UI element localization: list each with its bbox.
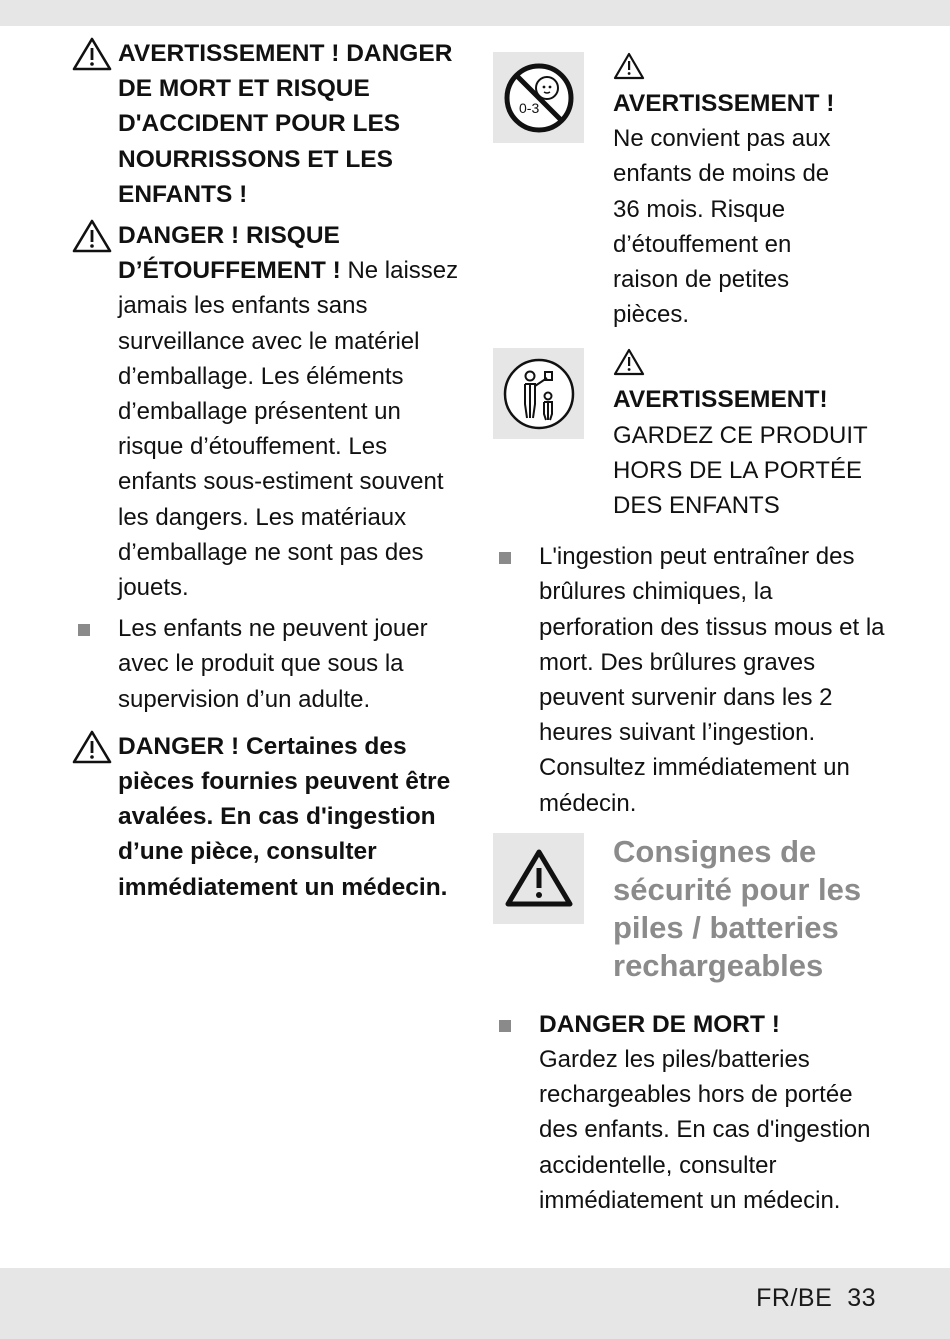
- warning-triangle-icon: [613, 52, 645, 80]
- keep-away-title: AVERTISSEMENT!: [613, 386, 828, 414]
- danger-choking-text: [118, 218, 462, 605]
- warning-triangle-icon: [493, 833, 584, 924]
- keep-away-text: [613, 348, 888, 523]
- warning-infants-text: AVERTISSEMENT ! DANGER DE MORT ET RISQUE D'ACCIDENT POUR LES NOURRISSONS ET LES ENFANTS !: [118, 40, 453, 208]
- warning-triangle-icon: [72, 730, 118, 764]
- danger-choking: [72, 218, 462, 605]
- no-children-0-3-icon: [493, 52, 584, 143]
- danger-choking-title: DANGER ! RISQUE D’ÉTOUFFEMENT !: [118, 222, 341, 285]
- warning-triangle-icon: [72, 219, 118, 253]
- bullet-battery-body: Gardez les piles/batteries rechargeables hors de portée des enfants. En cas d'ingestion accidentelle, consulter immédiatement un médecin.: [539, 1046, 871, 1214]
- keep-away-from-children-icon: [493, 348, 584, 439]
- danger-choking-body: Ne laissez jamais les enfants sans surveillance avec le matériel d’emballage. Les éléments d’emballage présentent un risque d’étouffement. Les enfants sous-estiment souvent les dangers. Les matériaux d’emballage ne sont pas des jouets.: [118, 257, 459, 602]
- left-column: [72, 36, 462, 911]
- bullet-ingestion-text: L'ingestion peut entraîner des brûlures chimiques, la perforation des tissus mous et la mort. Des brûlures graves peuvent survenir dans les 2 heures suivant l’ingestion. Consultez immédiatement un médecin.: [539, 543, 885, 817]
- bullet-supervision: [72, 611, 462, 717]
- age-warning: [493, 52, 888, 332]
- bullet-square-icon: [493, 539, 539, 564]
- danger-swallow: [72, 729, 462, 905]
- keep-away-body: GARDEZ CE PRODUIT HORS DE LA PORTÉE DES ENFANTS: [613, 421, 868, 520]
- bullet-battery: [493, 1007, 888, 1218]
- bullet-supervision-text: Les enfants ne peuvent jouer avec le produit que sous la supervision d’un adulte.: [118, 615, 428, 713]
- bullet-square-icon: [72, 611, 118, 636]
- age-warning-title: AVERTISSEMENT !: [613, 90, 835, 117]
- bullet-square-icon: [493, 1007, 539, 1032]
- age-warning-text: [613, 52, 888, 332]
- right-column: [493, 52, 888, 1230]
- warning-infants: [72, 36, 462, 212]
- danger-swallow-text: DANGER ! Certaines des pièces fournies peuvent être avalées. En cas d'ingestion d’une pièce, consulter immédiatement un médecin.: [118, 732, 451, 901]
- battery-section-header: [493, 833, 888, 985]
- top-band: [0, 0, 950, 26]
- page-footer: [756, 1284, 876, 1313]
- warning-triangle-icon: [613, 348, 645, 376]
- bullet-battery-text: [539, 1007, 888, 1218]
- page-number: 33: [847, 1284, 876, 1312]
- footer-locale: FR/BE: [756, 1284, 833, 1312]
- age-warning-body: Ne convient pas aux enfants de moins de 36 mois. Risque d’étouffement en raison de petites pièces.: [613, 125, 831, 329]
- keep-away-warning: [493, 348, 888, 523]
- bullet-ingestion: [493, 539, 888, 821]
- warning-triangle-icon: [72, 37, 118, 71]
- section-title-battery-safety: Consignes de sécurité pour les piles / batteries rechargeables: [613, 833, 862, 983]
- bullet-battery-title: DANGER DE MORT !: [539, 1010, 780, 1038]
- age-label: 0-3: [518, 99, 539, 116]
